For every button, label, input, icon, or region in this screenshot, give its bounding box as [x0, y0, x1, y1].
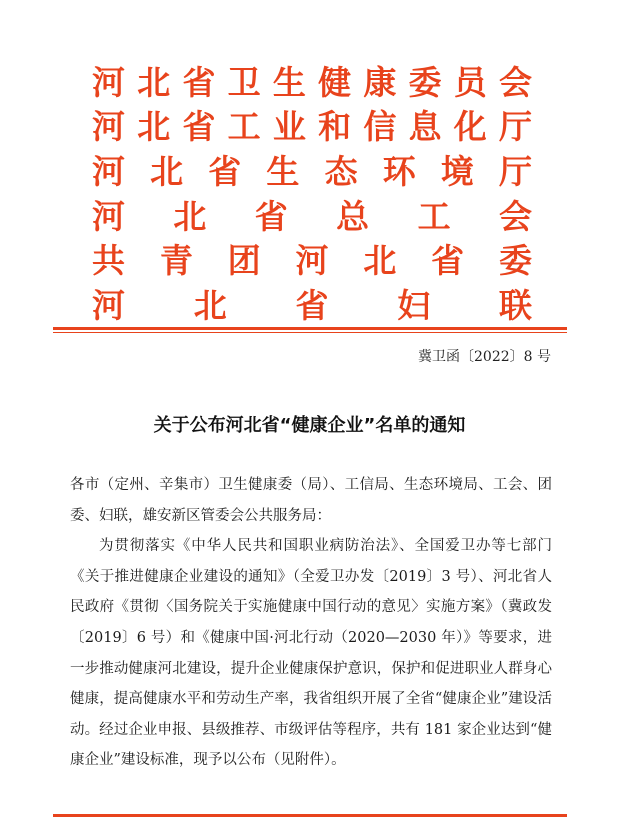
document-number: 冀卫函〔2022〕8 号: [418, 349, 551, 365]
issuer-line: 河 北 省 卫 生 健 康 委 员 会: [92, 62, 532, 102]
footer-divider: [53, 814, 567, 817]
issuer-line: 共 青 团 河 北 省 委: [92, 241, 532, 281]
body-paragraph: 为贯彻落实《中华人民共和国职业病防治法》、全国爱卫办等七部门《关于推进健康企业建设的通知》（全爱卫办发〔2019〕3 号）、河北省人民政府《贯彻〈国务院关于实施健康中国行动的意见〉实施方案》（冀政发〔2019〕6 号）和《健康中国·河北行动（2020—2030 年）》等要求，进一步推动健康河北建设，提升企业健康保护意识，保护和促进职业人群身心健康，提高健康水平和劳动生产率，我省组织开展了全省“健康企业”建设活动。经过企业申报、县级推荐、市级评估等程序，共有 181 家企业达到“健康企业”建设标准，现予以公布（见附件）。: [70, 538, 552, 769]
issuer-line: 河 北 省 总 工 会: [92, 196, 532, 236]
document-title: 关于公布河北省“健康企业”名单的通知: [153, 415, 466, 436]
document-body: [70, 470, 552, 776]
header-divider-thick: [53, 327, 567, 330]
issuer-line: 河 北 省 生 态 环 境 厅: [92, 151, 532, 191]
issuing-agencies-header: [92, 60, 532, 328]
salutation: 各市（定州、辛集市）卫生健康委（局）、工信局、生态环境局、工会、团委、妇联，雄安新区管委会公共服务局：: [70, 477, 552, 524]
issuer-line: 河 北 省 工 业 和 信 息 化 厅: [92, 107, 532, 147]
header-divider-thin: [53, 332, 567, 333]
issuer-line: 河 北 省 妇 联: [92, 285, 532, 325]
